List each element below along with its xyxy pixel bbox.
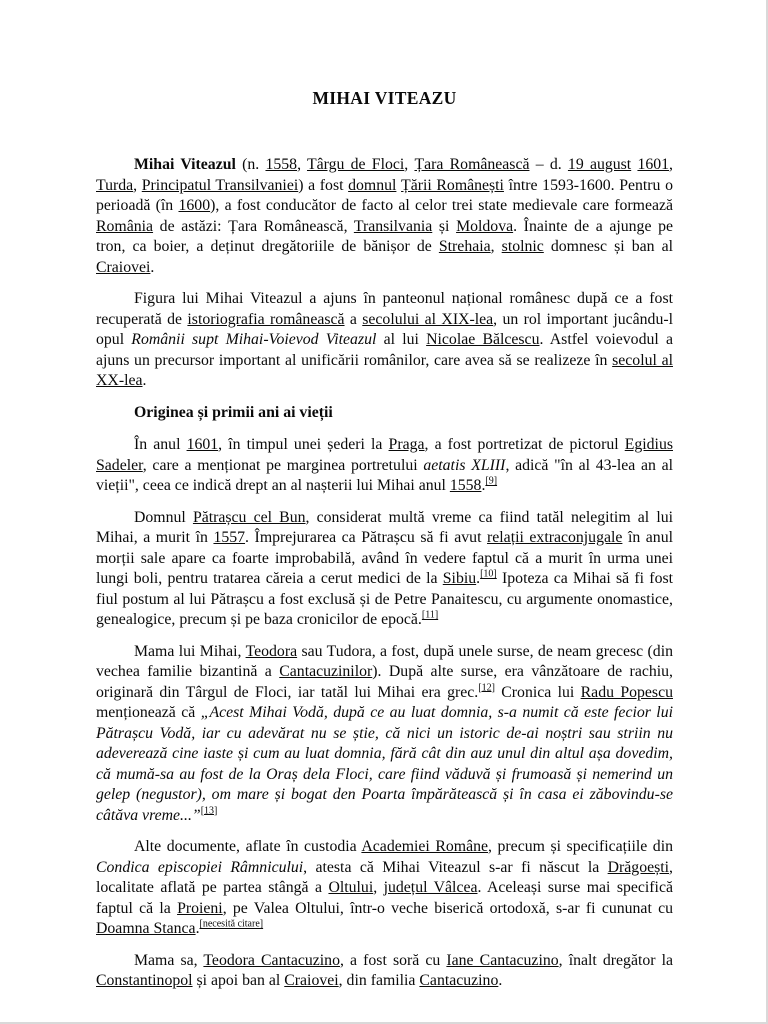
text-run: Mama lui Mihai,	[134, 642, 246, 660]
inline-link[interactable]: Academiei Române	[361, 838, 489, 855]
text-run: . Aceleași surse mai specifică faptul că la	[96, 879, 673, 917]
inline-link[interactable]: Iane Cantacuzino	[446, 951, 559, 969]
inline-link[interactable]: istoriografia românească	[187, 310, 345, 328]
text-run: Condica episcopiei Râmnicului	[96, 858, 304, 876]
inline-link[interactable]: Teodora Cantacuzino	[203, 951, 340, 969]
text-run: menționează că	[96, 704, 201, 721]
paragraph	[96, 289, 673, 392]
inline-link[interactable]: Cantacuzino	[419, 972, 499, 989]
paragraph	[96, 642, 673, 827]
text-run: . Înainte de a ajunge pe tron, ca boier, a deținut dregătoriile de bănișor de	[96, 217, 673, 255]
text-run: ,	[669, 156, 673, 173]
inline-link[interactable]: Țara Românească	[414, 156, 530, 173]
text-run: – d.	[529, 156, 568, 173]
text-run: .	[498, 972, 503, 989]
citation-link[interactable]: [necesită citare]	[199, 918, 264, 930]
text-run: , care a menționat pe marginea portretului	[142, 456, 424, 474]
text-run: aetatis XLIII	[423, 456, 506, 474]
text-run: între 1593-1600. Pentru o perioadă (în	[96, 176, 673, 214]
text-run: Ipoteza ca Mihai să fi fost fiul postum al lui Pătrașcu a fost exclusă și de Petre Panaitescu, cu argumente onomastice, genealogice, precum și pe baza cronicilor de epocă.	[96, 570, 674, 628]
inline-link[interactable]: Proieni	[177, 899, 223, 917]
text-run: și apoi ban al	[192, 972, 285, 989]
paragraph	[96, 155, 673, 278]
text-run: ). După alte surse, era vânzătoare de rachiu, originară din Târgul de Floci, iar tatăl lui Mihai era grec.	[96, 663, 673, 701]
inline-link[interactable]: Turda	[96, 176, 134, 194]
text-run: ,	[490, 238, 502, 255]
section-heading	[96, 403, 673, 424]
text-run: a	[344, 310, 363, 328]
text-run: „Acest Mihai Vodă, după ce au luat domnia, s-a numit că este fecior lui Pătrașcu Vodă, iar cu adevărat nu se știe, că nici un istoric de-ai noștri sau striin nu adeverează cine iaste și cum au luat domnia, fără cât din auz unul din altul așa dovedim, că mumă-sa au fost de la Oraș dela Floci, care fiind văduvă și frumoasă și nemerind un gelep (negustor), om mare și bogat den Poarta împărătească și în casa ei zăbovindu-se câtăva vreme...”	[96, 704, 673, 824]
text-run: de astăzi: Țara Românească,	[153, 217, 354, 235]
inline-link[interactable]: Târgu de Floci	[306, 156, 405, 173]
inline-link[interactable]: Teodora	[245, 642, 298, 660]
inline-link[interactable]: Drăgoești	[607, 858, 670, 876]
text-run: sau Tudora, a fost, după unele surse, de neam grecesc (din vechea familie bizantină a	[96, 642, 673, 680]
inline-link[interactable]: Strehaia	[438, 238, 491, 255]
inline-link[interactable]: Transilvania	[353, 217, 433, 235]
inline-link[interactable]: relații extraconjugale	[487, 529, 623, 546]
text-run: . Împrejurarea ca Pătrașcu să fi avut	[245, 529, 488, 546]
inline-link[interactable]: Nicolae Bălcescu	[426, 331, 540, 348]
text-run: ) a fost	[298, 176, 349, 194]
text-run: , a fost soră cu	[339, 951, 447, 969]
citation-link[interactable]: [13]	[200, 805, 218, 817]
text-run: ), a fost conducător de facto al celor trei state medievale care formează	[210, 197, 673, 214]
citation-link[interactable]: [11]	[421, 609, 439, 621]
text-run: ,	[133, 176, 142, 194]
inline-link[interactable]: 1558	[265, 156, 298, 173]
inline-link[interactable]: 1601	[186, 436, 219, 453]
inline-link[interactable]: stolnic	[501, 238, 544, 255]
paragraph	[96, 837, 673, 940]
inline-link[interactable]: 1600	[178, 197, 211, 214]
text-run: În anul	[134, 436, 187, 453]
citation-link[interactable]: [10]	[480, 568, 497, 580]
inline-link[interactable]: România	[96, 217, 154, 235]
text-run: .	[195, 920, 200, 937]
text-run: , din familia	[338, 972, 420, 989]
text-run: .	[150, 258, 155, 276]
text-run: Domnul	[134, 508, 193, 526]
inline-link[interactable]: 1601	[637, 156, 670, 173]
inline-link[interactable]: Constantinopol	[96, 972, 193, 989]
text-run: .	[481, 477, 486, 494]
text-run: , înalt dregător la	[558, 951, 674, 969]
text-run: Cronica lui	[494, 683, 581, 701]
text-run: ,	[404, 156, 415, 173]
inline-link[interactable]: Cantacuzinilor	[279, 663, 373, 680]
text-run: , un rol important jucându-l opul	[96, 310, 673, 348]
article-body	[96, 155, 673, 992]
text-run: ,	[373, 879, 384, 896]
text-run: .	[476, 570, 481, 587]
inline-link[interactable]: Țării Românești	[401, 176, 504, 194]
inline-link[interactable]: Radu Popescu	[580, 683, 673, 701]
inline-link[interactable]: secolul al XX-lea	[96, 351, 673, 389]
text-run: , atesta că Mihai Viteazul s-ar fi născut la	[303, 858, 608, 876]
inline-link[interactable]: Egidius Sadeler	[96, 436, 673, 474]
text-run: Mama sa,	[134, 951, 204, 969]
paragraph	[96, 435, 673, 497]
inline-link[interactable]: Principatul Transilvaniei	[141, 176, 299, 194]
text-run: și	[432, 217, 457, 235]
text-run: . Astfel voievodul a ajuns un precursor important al unificării românilor, care avea să se realizeze în	[96, 331, 673, 369]
text-run: ,	[297, 156, 307, 173]
text-run: , localitate aflată pe partea stângă a	[96, 858, 673, 896]
text-run: , a fost portretizat de pictorul	[424, 436, 625, 453]
text-run: domnesc și ban al	[543, 238, 673, 255]
inline-link[interactable]: secolului al XIX-lea	[362, 310, 494, 328]
inline-link[interactable]: 1557	[213, 529, 246, 546]
paragraph	[96, 951, 673, 992]
text-run: (n.	[235, 156, 266, 173]
inline-link[interactable]: domnul	[348, 176, 397, 194]
text-run: în anul morții sale apare ca foarte improbabilă, având în vedere faptul că a murit în urma unei lungi boli, pentru tratarea căreia a cerut medici de la	[96, 529, 673, 587]
citation-link[interactable]: [9]	[485, 475, 498, 487]
inline-link[interactable]: 1558	[449, 477, 482, 494]
document-title: MIHAI VITEAZU	[312, 88, 457, 108]
text-run: , precum și specificațiile din	[488, 838, 673, 855]
inline-link[interactable]: județul Vâlcea	[383, 879, 478, 896]
text-run: Mihai Viteazul	[134, 156, 236, 173]
text-run: Alte documente, aflate în custodia	[134, 838, 362, 855]
inline-link[interactable]: Praga	[388, 436, 425, 453]
text-run: .	[142, 372, 147, 389]
text-run: Originea și primii ani ai vieții	[134, 403, 333, 421]
text-run: , în timpul unei șederi la	[218, 436, 389, 453]
text-run: , pe Valea Oltului, într-o veche biserică ortodoxă, s-ar fi cununat cu	[222, 899, 673, 917]
inline-link[interactable]: Sibiu	[442, 570, 477, 587]
citation-link[interactable]: [12]	[478, 682, 495, 694]
inline-link[interactable]: 19 august	[567, 156, 632, 173]
text-run: al lui	[376, 331, 427, 348]
inline-link[interactable]: Craiovei	[96, 258, 151, 276]
inline-link[interactable]: Oltului	[328, 879, 374, 896]
text-run: , considerat multă vreme ca fiind tatăl nelegitim al lui Mihai, a murit în	[96, 508, 673, 546]
text-run: Românii supt Mihai-Voievod Viteazul	[131, 331, 377, 348]
text-run: , adică "în al 43-lea an al vieții", ceea ce indică drept an al nașterii lui Mihai anul	[96, 456, 673, 494]
paragraph	[96, 508, 673, 631]
text-run: Figura lui Mihai Viteazul a ajuns în panteonul național românesc după ce a fost recuperată de	[96, 290, 673, 328]
inline-link[interactable]: Pătrașcu cel Bun	[192, 508, 306, 526]
inline-link[interactable]: Moldova	[456, 217, 514, 235]
inline-link[interactable]: Doamna Stanca	[96, 920, 196, 937]
inline-link[interactable]: Craiovei	[284, 972, 339, 989]
